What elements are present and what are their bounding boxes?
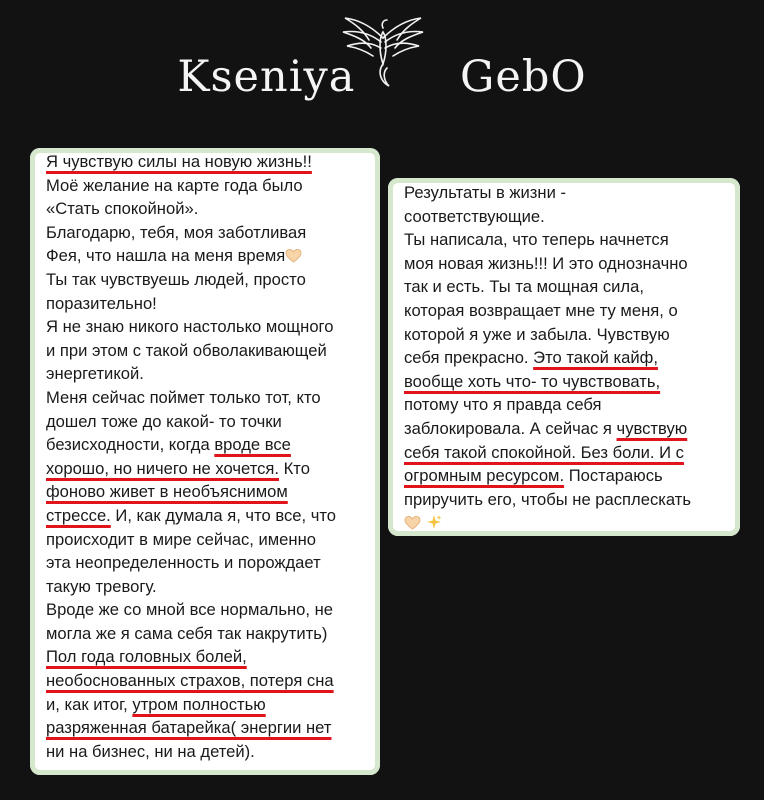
msg-line: Моё желание на карте года было [46,175,303,195]
msg-line: моя новая жизнь!!! И это однозначно [404,253,688,273]
msg-line: Я не знаю никого настолько мощного [46,317,334,337]
msg-line: дошел тоже до какой- то точки [46,411,282,431]
highlighted-phrase: Пол года головных болей, [46,647,247,667]
msg-line: Вроде же со мной все нормально, не [46,600,333,620]
message-bubble-left [30,148,380,775]
msg-line: поразительно! [46,293,157,313]
message-bubble-right [388,178,740,536]
msg-line: безисходности, когда вроде все [46,435,291,455]
msg-line: потому что я правда себя [404,395,602,415]
msg-line: стрессе. И, как думала я, что все, что [46,505,336,525]
msg-line: Благодарю, тебя, моя заботливая [46,222,307,242]
msg-line [404,370,691,394]
msg-line: энергетикой. [46,364,144,384]
highlighted-phrase: себя такой спокойной. Без боли. И с [404,442,684,462]
msg-line: Меня сейчас поймет только тот, кто [46,387,321,407]
msg-line [46,669,336,693]
highlighted-phrase: стрессе. [46,505,111,525]
heart-hands-icon [285,246,302,270]
msg-line [46,645,336,669]
msg-line: Фея, что нашла на меня время [46,244,336,268]
msg-line: Результаты в жизни - [404,183,566,202]
brand-left: Kseniya [177,52,356,102]
msg-line: огромным ресурсом. Постараюсь [404,466,663,486]
message-text-left [46,150,336,763]
msg-line: могла же я сама себя так накрутить) [46,623,328,643]
msg-line: эта неопределенность и порождает [46,553,321,573]
msg-line: ни на бизнес, ни на детей). [46,741,255,761]
msg-line: Ты написала, что теперь начнется [404,230,669,250]
highlighted-phrase: хорошо, но ничего не хочется. [46,458,280,478]
msg-line: и, как итог, утром полностью [46,694,266,714]
highlighted-phrase: огромным ресурсом. [404,466,565,486]
msg-line: приручить его, чтобы не расплескать [404,489,691,509]
msg-line: которая возвращает мне ту меня, о [404,300,678,320]
msg-line: Ты так чувствуешь людей, просто [46,269,306,289]
brand-right: GebO [460,52,587,102]
msg-line: и при этом с такой обволакивающей [46,340,327,360]
highlighted-phrase: необоснованных страхов, потеря сна [46,671,334,691]
highlighted-phrase: разряженная батарейка( энергии нет [46,718,332,738]
msg-line: такую тревогу. [46,576,157,596]
msg-line: соответствующие. [404,206,545,226]
highlighted-phrase: Это такой кайф, [533,348,658,368]
heart-hands-icon [404,513,421,537]
msg-line: «Стать спокойной». [46,199,199,219]
msg-line: себя прекрасно. Это такой кайф, [404,348,658,368]
highlighted-phrase: вообще хоть что- то чувствовать, [404,371,661,391]
msg-line: заблокировала. А сейчас я чувствую [404,418,688,438]
highlighted-phrase: утром полностью [132,694,266,714]
brand-logo [0,0,764,140]
msg-line [46,150,336,174]
highlighted-phrase: фоново живет в необъяснимом [46,482,288,502]
msg-line [404,441,691,465]
message-text-right [404,181,691,535]
highlighted-phrase: вроде все [214,435,291,455]
brand-name [0,52,764,102]
highlighted-phrase: Я чувствую силы на новую жизнь!! [46,152,312,171]
msg-line [46,480,336,504]
highlighted-phrase: чувствую [616,418,688,438]
msg-line [46,716,336,740]
msg-line: хорошо, но ничего не хочется. Кто [46,458,310,478]
msg-line: так и есть. Ты та мощная сила, [404,277,644,297]
msg-line-emoji [404,511,691,535]
sparkles-icon [426,513,442,537]
msg-line: которой я уже и забыла. Чувствую [404,324,670,344]
msg-line: происходит в мире сейчас, именно [46,529,316,549]
